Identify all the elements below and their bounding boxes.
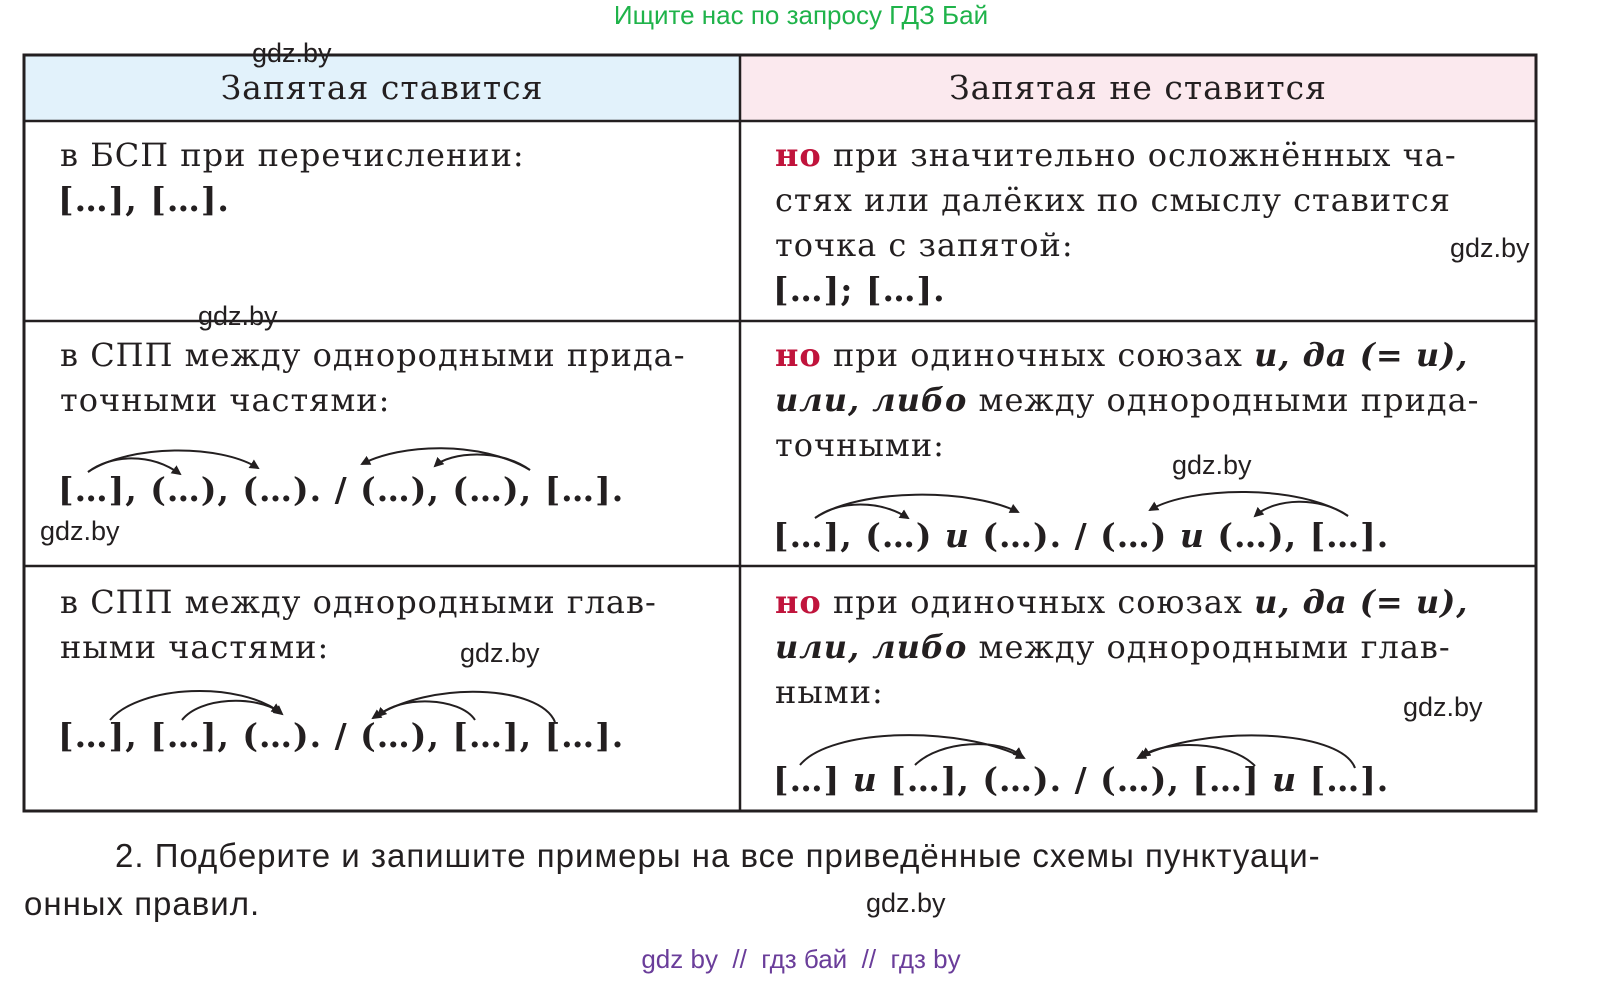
no-marker: но xyxy=(775,136,822,174)
row1-right-line1: но при значительно осложнённых ча- xyxy=(775,136,1457,174)
scheme-arrows-row2-right xyxy=(815,492,1348,518)
row2-left-scheme: […], (…), (…). / (…), (…), […]. xyxy=(58,470,625,509)
row2-left-line2: точными частями: xyxy=(60,381,391,419)
task-line1: 2. Подберите и запишите примеры на все приведённые схемы пунктуаци- xyxy=(115,837,1321,874)
row3-right-line3: ными: xyxy=(775,673,884,711)
row2-right-line2: или, либо между однородными прида- xyxy=(775,381,1480,419)
row2-right-scheme: […], (…) и (…). / (…) и (…), […]. xyxy=(773,516,1390,555)
row1-right-scheme: […]; […]. xyxy=(773,270,946,309)
row2-right-line1: но при одиночных союзах и, да (= и), xyxy=(775,336,1469,374)
row1-right-line3: точка с запятой: xyxy=(775,226,1074,264)
watermark: gdz.by xyxy=(460,638,540,668)
row2-left-line1: в СПП между однородными прида- xyxy=(60,336,686,374)
row3-left-line1: в СПП между однородными глав- xyxy=(60,583,657,621)
watermark: gdz.by xyxy=(198,301,278,331)
no-marker: но xyxy=(775,583,822,621)
no-marker: но xyxy=(775,336,822,374)
header-comma-placed: Запятая ставится xyxy=(220,68,544,107)
row3-right-line1: но при одиночных союзах и, да (= и), xyxy=(775,583,1469,621)
task-line2: онных правил. xyxy=(24,885,261,922)
watermark: gdz.by xyxy=(1172,450,1252,480)
watermark: gdz.by xyxy=(40,516,120,546)
row3-left-scheme: […], […], (…). / (…), […], […]. xyxy=(58,716,625,755)
footer-links[interactable]: gdz by // гдз бай // гдз by xyxy=(641,944,961,974)
watermark: gdz.by xyxy=(1450,233,1530,263)
watermark: gdz.by xyxy=(1403,692,1483,722)
row1-left-scheme: […], […]. xyxy=(58,180,230,219)
row1-right-line2: стях или далёких по смыслу ставится xyxy=(775,181,1451,219)
header-comma-not-placed: Запятая не ставится xyxy=(949,68,1327,107)
row3-right-line2: или, либо между однородными глав- xyxy=(775,628,1451,666)
row2-right-line3: точными: xyxy=(775,426,945,464)
watermark: gdz.by xyxy=(252,38,332,68)
top-banner: Ищите нас по запросу ГДЗ Бай xyxy=(613,0,989,30)
row3-left-line2: ными частями: xyxy=(60,628,330,666)
row3-right-scheme: […] и […], (…). / (…), […] и […]. xyxy=(773,760,1390,799)
row1-left-text: в БСП при перечислении: xyxy=(60,136,525,174)
watermark: gdz.by xyxy=(866,888,946,918)
